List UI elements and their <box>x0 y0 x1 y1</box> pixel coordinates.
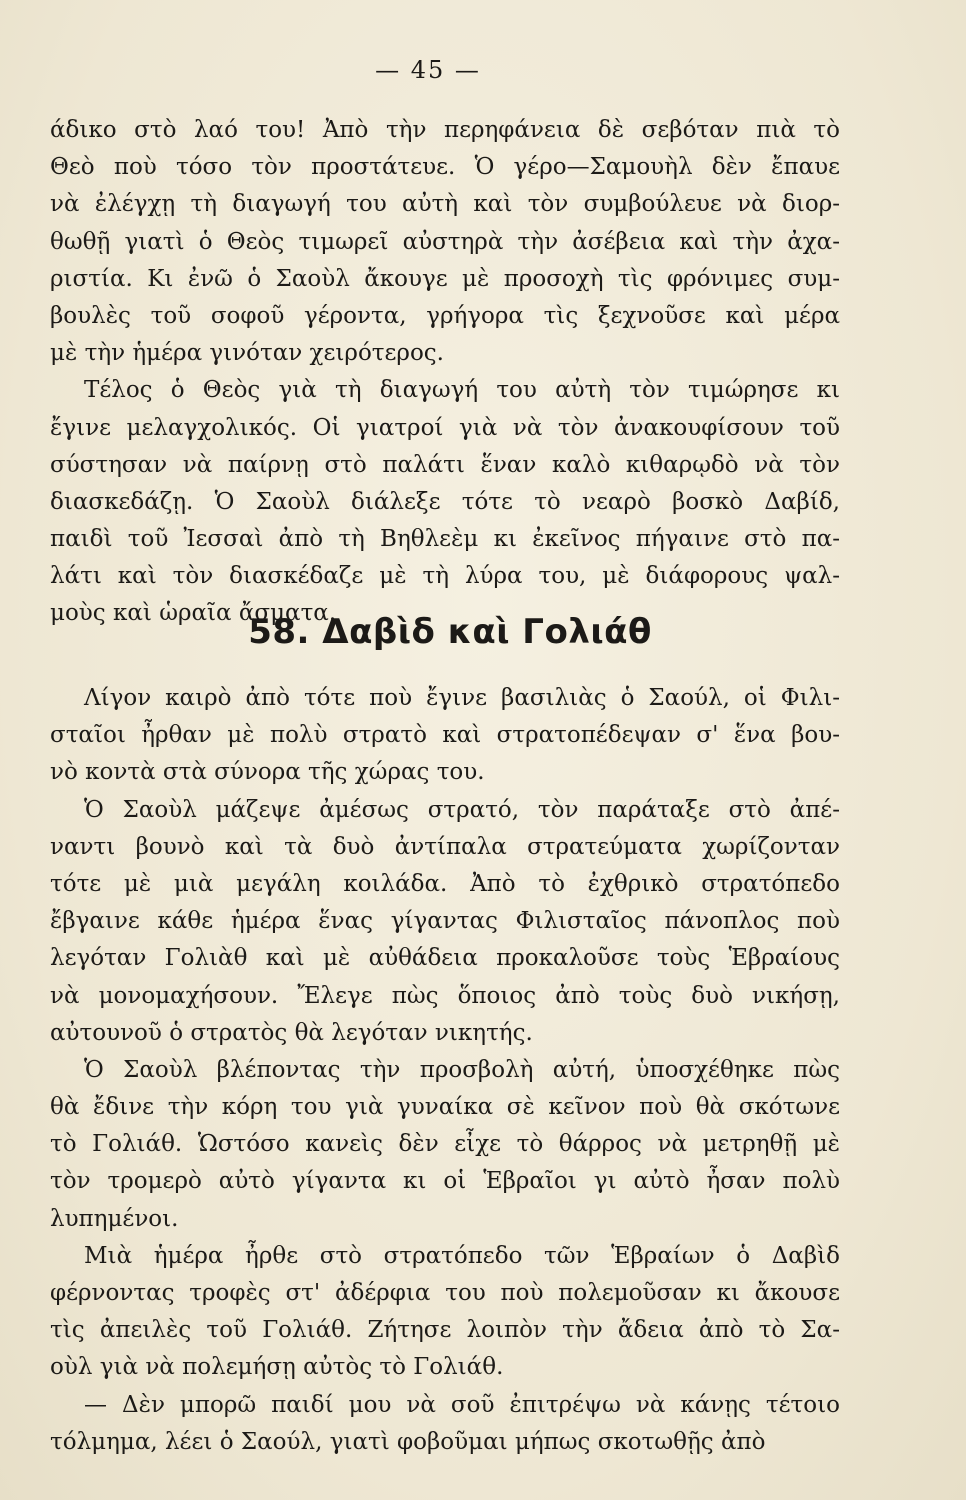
text-line: σταῖοι ἦρθαν μὲ πολὺ στρατὸ καὶ στρατοπέδεψαν σ' ἕνα βου- <box>50 722 840 749</box>
paragraph <box>50 680 840 792</box>
text-line: διασκεδάζῃ. Ὁ Σαοὺλ διάλεξε τότε τὸ νεαρὸ βοσκὸ Δαβίδ, <box>50 488 840 515</box>
text-line: Ὁ Σαοὺλ μάζεψε ἀμέσως στρατό, τὸν παράταξε στὸ ἀπέ- <box>84 796 840 823</box>
text-line: βουλὲς τοῦ σοφοῦ γέροντα, γρήγορα τὶς ξεχνοῦσε καὶ μέρα <box>50 302 840 329</box>
text-line: ἔβγαινε κάθε ἡμέρα ἕνας γίγαντας Φιλισταῖος πάνοπλος ποὺ <box>50 908 840 935</box>
paragraph <box>50 372 840 632</box>
paragraph <box>50 1238 840 1387</box>
text-block-top <box>50 112 840 633</box>
text-line: μοὺς καὶ ὡραῖα ἄσματα. <box>50 600 337 627</box>
paragraph <box>50 1052 840 1238</box>
text-line: τότε μὲ μιὰ μεγάλη κοιλάδα. Ἀπὸ τὸ ἐχθρικὸ στρατόπεδο <box>50 870 840 897</box>
text-line: θωθῇ γιατὶ ὁ Θεὸς τιμωρεῖ αὐστηρὰ τὴν ἀσέβεια καὶ τὴν ἀχα- <box>50 228 840 255</box>
text-line: παιδὶ τοῦ Ἰεσσαὶ ἀπὸ τὴ Βηθλεὲμ κι ἐκεῖνος πήγαινε στὸ πα- <box>50 526 840 553</box>
text-line: νὸ κοντὰ στὰ σύνορα τῆς χώρας του. <box>50 759 485 786</box>
text-line: ναντι βουνὸ καὶ τὰ δυὸ ἀντίπαλα στρατεύματα χωρίζονταν <box>50 833 840 860</box>
text-line: οὺλ γιὰ νὰ πολεμήσῃ αὐτὸς τὸ Γολιάθ. <box>50 1354 504 1381</box>
text-line: θὰ ἔδινε τὴν κόρη του γιὰ γυναίκα σὲ κεῖνον ποὺ θὰ σκότωνε <box>50 1094 840 1121</box>
page-number: — 45 — <box>375 56 481 84</box>
text-line: Λίγον καιρὸ ἀπὸ τότε ποὺ ἔγινε βασιλιὰς ὁ Σαούλ, οἱ Φιλι- <box>84 685 840 711</box>
text-line: λυπημένοι. <box>50 1205 179 1232</box>
text-line: λεγόταν Γολιὰθ καὶ μὲ αὐθάδεια προκαλοῦσε τοὺς Ἑβραίους <box>50 945 840 972</box>
text-line: ἔγινε μελαγχολικός. Οἱ γιατροί γιὰ νὰ τὸν ἀνακουφίσουν τοῦ <box>50 414 840 441</box>
text-line: Θεὸ ποὺ τόσο τὸν προστάτευε. Ὁ γέρο—Σαμουὴλ δὲν ἔπαυε <box>50 154 840 181</box>
text-line: αὐτουνοῦ ὁ στρατὸς θὰ λεγόταν νικητής. <box>50 1019 533 1046</box>
text-line: μὲ τὴν ἡμέρα γινόταν χειρότερος. <box>50 340 444 367</box>
paragraph <box>50 1387 840 1461</box>
text-line: νὰ ἐλέγχῃ τὴ διαγωγή του αὐτὴ καὶ τὸν συμβούλευε νὰ διορ- <box>50 191 840 218</box>
text-line: λάτι καὶ τὸν διασκέδαζε μὲ τὴ λύρα του, μὲ διάφορους ψαλ- <box>50 563 840 590</box>
text-line: σύστησαν νὰ παίρνῃ στὸ παλάτι ἕναν καλὸ κιθαρῳδὸ νὰ τὸν <box>50 451 840 478</box>
text-block-bottom <box>50 680 840 1461</box>
text-line: νὰ μονομαχήσουν. Ἔλεγε πὼς ὅποιος ἀπὸ τοὺς δυὸ νικήσῃ, <box>50 982 840 1009</box>
text-line: τὸ Γολιάθ. Ὡστόσο κανεὶς δὲν εἶχε τὸ θάρρος νὰ μετρηθῇ μὲ <box>50 1131 840 1158</box>
text-line: — Δὲν μπορῶ παιδί μου νὰ σοῦ ἐπιτρέψω νὰ κάνῃς τέτοιο <box>84 1391 840 1418</box>
text-line: τὸν τρομερὸ αὐτὸ γίγαντα κι οἱ Ἑβραῖοι γι αὐτὸ ἦσαν πολὺ <box>50 1168 840 1195</box>
text-line: ριστία. Κι ἐνῶ ὁ Σαοὺλ ἄκουγε μὲ προσοχὴ τὶς φρόνιμες συμ- <box>50 265 840 292</box>
paragraph <box>50 792 840 1052</box>
text-line: Ὁ Σαοὺλ βλέποντας τὴν προσβολὴ αὐτή, ὑποσχέθηκε πὼς <box>84 1056 840 1083</box>
text-line: άδικο στὸ λαό του! Ἀπὸ τὴν περηφάνεια δὲ σεβόταν πιὰ τὸ <box>50 117 840 143</box>
text-line: φέρνοντας τροφὲς στ' ἀδέρφια του ποὺ πολεμοῦσαν κι ἄκουσε <box>50 1280 840 1306</box>
text-line: Τέλος ὁ Θεὸς γιὰ τὴ διαγωγή του αὐτὴ τὸν τιμώρησε κι <box>84 377 840 404</box>
text-line: τόλμημα, λέει ὁ Σαούλ, γιατὶ φοβοῦμαι μήπως σκοτωθῇς ἀπὸ <box>50 1428 766 1455</box>
section-heading: 58. Δαβὶδ καὶ Γολιάθ <box>248 612 652 652</box>
text-line: τὶς ἀπειλὲς τοῦ Γολιάθ. Ζήτησε λοιπὸν τὴν ἄδεια ἀπὸ τὸ Σα- <box>50 1317 840 1344</box>
paragraph <box>50 112 840 372</box>
text-line: Μιὰ ἡμέρα ἦρθε στὸ στρατόπεδο τῶν Ἑβραίων ὁ Δαβὶδ <box>84 1242 840 1269</box>
